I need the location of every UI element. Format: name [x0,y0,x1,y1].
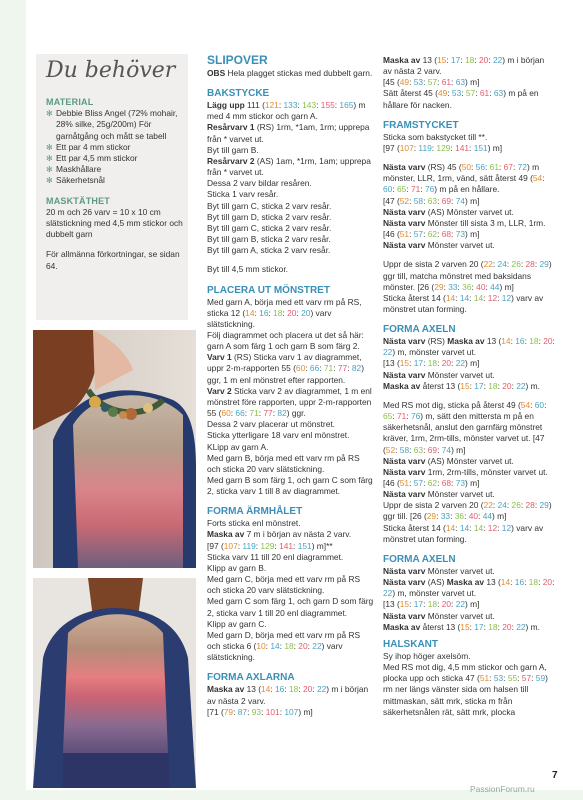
gauge-text: 20 m och 26 varv = 10 x 10 cm slätstickning med 4,5 mm stickor och dubbelt garn [46,206,183,240]
text-line: Byt till garn A, sticka 2 varv resår. [207,245,331,256]
watermark: PassionForum.ru [470,784,535,794]
text-line: Klipp av garn C. [207,618,267,629]
section-heading-halskant: HALSKANT [383,638,438,650]
text-line: Byt till garn C, sticka 2 varv resår. [207,222,332,233]
text-line: Med garn C som färg 1, och garn D som färg 2, sticka varv 1 till 20 enl diagrammet. [207,596,374,618]
material-item: ✻ Ett par 4 mm stickor [46,142,186,153]
material-item: ✻ Maskhållare [46,164,186,175]
stitch-count: [47 (52: 58: 63: 69: 74) m] [383,195,480,206]
stitch-count: [97 (107: 119: 129: 141: 151) m] [383,142,503,153]
text-line: Med garn D, börja med ett varv rm på RS och sticka 6 (10: 14: 18: 20: 22) varv slätstickning. [207,629,361,663]
text-line: Nästa varv (RS) 45 (50: 56: 61: 67: 72) m mönster, LLR, 1rm, vänd, sätt återst 49 (54: 60: 65: 71: 76) m på en hållare. [383,162,545,195]
text-line: Byt till garn D, sticka 2 varv resår. [207,211,332,222]
text-line: Med garn C, börja med ett varv rm på RS och sticka 20 varv slätstickning. [207,574,361,596]
section-heading-forma-axeln-1: FORMA AXELN [383,324,456,336]
page-number: 7 [552,770,558,781]
stitch-count: [45 (49: 53: 57: 61: 63) m] [383,77,480,88]
stitch-count: [97 (107: 119: 129: 141: 151) m]** [207,540,333,551]
text-line: Uppr de sista 2 varven 20 (22: 24: 26: 28: 29) ggr till, matcha mönstret med baksidans mönster. [26 (29: 33: 36: 40: 44) m] [383,259,552,292]
text-line: Byt till garn B, sticka 2 varv resår. [207,234,331,245]
text-line: Nästa varv Mönster varvet ut. [383,610,495,621]
text-line: Sticka varv 11 till 20 enl diagrammet. [207,551,344,562]
text-line: Sticka 1 varv resår. [207,189,279,200]
text-line: KLipp av garn A. [207,441,269,452]
materials-title: Du behöver [46,58,176,83]
text-line: Med RS mot dig, 4,5 mm stickor och garn A, plocka upp och sticka 47 (51: 53: 55: 57: 59) rm ner längs vänster sida om halsen till mittmaskan, sätt mrk, sticka m från säkerhetsnålen rät, sätt mrk, plocka [383,662,548,717]
page-margin-strip [0,0,26,800]
material-heading: MATERIAL [46,97,94,107]
text-line: Maska av 13 (15: 17: 18: 20: 22) m i början av nästa 2 varv. [383,55,545,77]
text-line: Dessa 2 varv bildar resåren. [207,178,312,189]
section-heading-bakstycke: BAKSTYCKE [207,88,270,100]
stitch-count: [71 (79: 87: 93: 101: 107) m] [207,706,313,717]
text-line: Sticka återst 14 (14: 14: 14: 12: 12) varv av mönstret utan forming. [383,292,544,314]
row-2-instructions: Varv 2 Sticka varv 2 av diagrammet, 1 m enl mönstret före rapporten, uppr 2-m-rapporten 55 (60: 66: 71: 77: 82) ggr. [207,385,372,419]
material-item: ✻ Ett par 4,5 mm stickor [46,153,186,164]
text-line: Nästa varv (AS) Mönster varvet ut. [383,206,514,217]
text-line: Med garn B, börja med ett varv rm på RS och sticka 20 varv slätstickning. [207,452,360,474]
materials-body [46,97,186,272]
stitch-count: [13 (15: 17: 18: 20: 22) m] [383,599,480,610]
text-line: Byt till garn C, sticka 2 varv resår. [207,200,332,211]
text-line: Följ diagrammet och placera ut det så här: garn A som färg 1 och garn B som färg 2. [207,329,364,352]
text-line: Nästa varv Mönster varvet ut. [383,240,495,251]
section-heading-axlarna: FORMA AXLARNA [207,672,295,684]
text-line: Nästa varv Mönster varvet ut. [383,369,495,380]
text-line: Forts sticka enl mönstret. [207,518,301,529]
text-line: Uppr de sista 2 varven 20 (22: 24: 26: 28: 29) ggr till. [26 (29: 33: 36: 40: 44) m] [383,500,552,522]
text-line: Nästa varv (RS) Maska av 13 (14: 16: 18: 20: 22) m, mönster varvet ut. [383,336,555,358]
rib-row-2: Resårvarv 2 (AS) 1am, *1rm, 1am; upprepa från * varvet ut. [207,155,371,178]
text-line: Nästa varv (AS) Mönster varvet ut. [383,455,514,466]
model-photo-front [33,330,196,568]
material-item: ✻ Säkerhetsnål [46,175,186,186]
text-line: Med garn B som färg 1, och garn C som färg 2, sticka varv 1 till 8 av diagrammet. [207,475,373,497]
text-line: Klipp av garn B. [207,562,267,573]
obs-label: OBS [207,68,226,78]
gauge-heading: MASKTÄTHET [46,195,110,206]
text-line: Sticka återst 14 (14: 14: 14: 12: 12) varv av mönstret utan forming. [383,522,544,544]
row-1-instructions: Varv 1 (RS) Sticka varv 1 av diagrammet, uppr 2-m-rapporten 55 (60: 66: 71: 77: 82) ggr, 1 m enl mönstret efter rapporten. [207,352,364,385]
section-heading-framstycket: FRAMSTYCKET [383,119,459,131]
text-line: Nästa varv Mönster varvet ut. [383,489,495,500]
text-line: Sticka ytterligare 18 varv enl mönstret. [207,430,350,441]
text-line: Sticka som bakstycket till **. [383,131,488,142]
text-line: Maska av 7 m i början av nästa 2 varv. [207,529,352,540]
text-line: Dessa 2 varv placerar ut mönstret. [207,419,336,430]
section-heading-placera: PLACERA UT MÖNSTRET [207,284,330,296]
text-line: Maska av återst 13 (15: 17: 18: 20: 22) m. [383,380,540,391]
text-line: Maska av 13 (14: 16: 18: 20: 22) m i början av nästa 2 varv. [207,684,369,706]
instructions-column-1 [207,53,375,718]
text-line: Byt till 4,5 mm stickor. [207,264,288,275]
text-line: Byt till garn B. [207,144,259,155]
text-line: Nästa varv (AS) Maska av 13 (14: 16: 18: 20: 22) m, mönster varvet ut. [383,577,555,599]
model-photo-back [33,578,196,788]
text-line: Nästa varv 1rm, 2rm-tills, mönster varvet ut. [46 (51: 57: 62: 68: 73) m] [383,466,548,488]
abbreviations-note: För allmänna förkortningar, se sidan 64. [46,249,180,271]
section-heading-armhal: FORMA ÄRMHÅLET [207,506,303,518]
cast-on-line: Lägg upp 111 (121: 133: 143: 155: 165) m med 4 mm stickor och garn A. [207,100,366,122]
stitch-count: [13 (15: 17: 18: 20: 22) m] [383,358,480,369]
text-line: Sy ihop höger axelsöm. [383,650,471,661]
instructions-column-2 [383,55,555,718]
section-heading-forma-axeln-2: FORMA AXELN [383,553,456,565]
rib-row-1: Resårvarv 1 (RS) 1rm, *1am, 1rm; upprepa från * varvet ut. [207,122,370,144]
obs-text: Hela plagget stickas med dubbelt garn. [225,68,373,78]
section-heading-slipover: SLIPOVER [207,53,268,67]
text-line: Maska av återst 13 (15: 17: 18: 20: 22) m. [383,621,540,632]
text-line: Nästa varv Mönster varvet ut. [383,565,495,576]
text-line: Sätt återst 45 (49: 53: 57: 61: 63) m på en hållare för nacken. [383,88,539,110]
text-line: Med RS mot dig, sticka på återst 49 (54: 60: 65: 71: 76) m, sätt den mittersta m på en säkerhetsnål, anslut den garnfärg mönstret kräver, 1rm, 2rm-tills, mönster varvet ut. [47 (52: 58: 63: 69: 74) m] [383,399,547,455]
text-line: Med garn A, börja med ett varv rm på RS, sticka 12 (14: 16: 18: 20: 20) varv slätstickning. [207,296,362,329]
text-line: Nästa varv Mönster till sista 3 m, LLR, 1rm. [46 (51: 57: 62: 68: 73) m] [383,217,546,240]
material-item: ✻ Debbie Bliss Angel (72% mohair, 28% silke, 25g/200m) För garnåtgång och mått se tabell [46,108,186,142]
